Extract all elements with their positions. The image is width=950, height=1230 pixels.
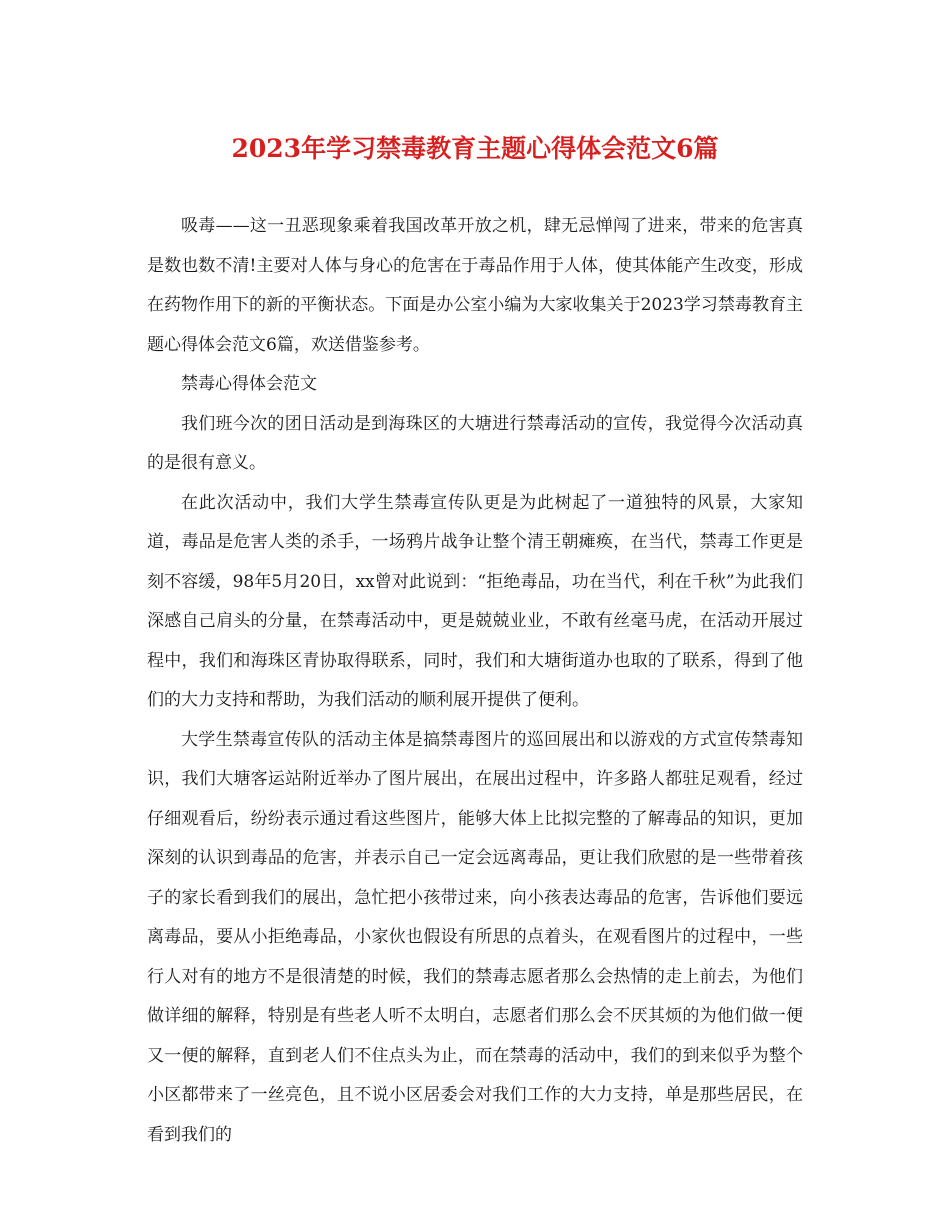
section-heading: 禁毒心得体会范文 (181, 374, 317, 394)
paragraph-intro: 吸毒——这一丑恶现象乘着我国改革开放之机，肆无忌惮闯了进来，带来的危害真是数也数不清!主要对人体与身心的危害在于毒品作用于人体，使其体能产生改变，形成在药物作用下的新的平衡状态。下面是办公室小编为大家收集关于2023学习禁毒教育主题心得体会范文6篇，欢送借鉴参考。 (147, 216, 803, 355)
paragraph: 在此次活动中，我们大学生禁毒宣传队更是为此树起了一道独特的风景，大家知道，毒品是危害人类的杀手，一场鸦片战争让整个清王朝瘫痪，在当代，禁毒工作更是刻不容缓，98年5月20日，xx曾对此说到：“拒绝毒品，功在当代，利在千秋”为此我们深感自己肩头的分量，在禁毒活动中，更是兢兢业业，不敢有丝毫马虎，在活动开展过程中，我们和海珠区青协取得联系，同时，我们和大塘街道办也取的了联系，得到了他们的大力支持和帮助，为我们活动的顺利展开提供了便利。 (147, 492, 803, 710)
document-title: 2023年学习禁毒教育主题心得体会范文6篇 (231, 134, 719, 163)
paragraph: 我们班今次的团日活动是到海珠区的大塘进行禁毒活动的宣传，我觉得今次活动真的是很有意义。 (147, 413, 803, 473)
document-body (147, 207, 803, 1155)
paragraph: 大学生禁毒宣传队的活动主体是搞禁毒图片的巡回展出和以游戏的方式宣传禁毒知识，我们大塘客运站附近举办了图片展出，在展出过程中，许多路人都驻足观看，经过仔细观看后，纷纷表示通过看这些图片，能够大体上比拟完整的了解毒品的知识，更加深刻的认识到毒品的危害，并表示自己一定会远离毒品，更让我们欣慰的是一些带着孩子的家长看到我们的展出，急忙把小孩带过来，向小孩表达毒品的危害，告诉他们要远离毒品，要从小拒绝毒品，小家伙也假设有所思的点着头，在观看图片的过程中，一些行人对有的地方不是很清楚的时候，我们的禁毒志愿者那么会热情的走上前去，为他们做详细的解释，特别是有些老人听不太明白，志愿者们那么会不厌其烦的为他们做一便又一便的解释，直到老人们不住点头为止，而在禁毒的活动中，我们的到来似乎为整个小区都带来了一丝亮色，且不说小区居委会对我们工作的大力支持，单是那些居民，在看到我们的 (147, 729, 803, 1145)
